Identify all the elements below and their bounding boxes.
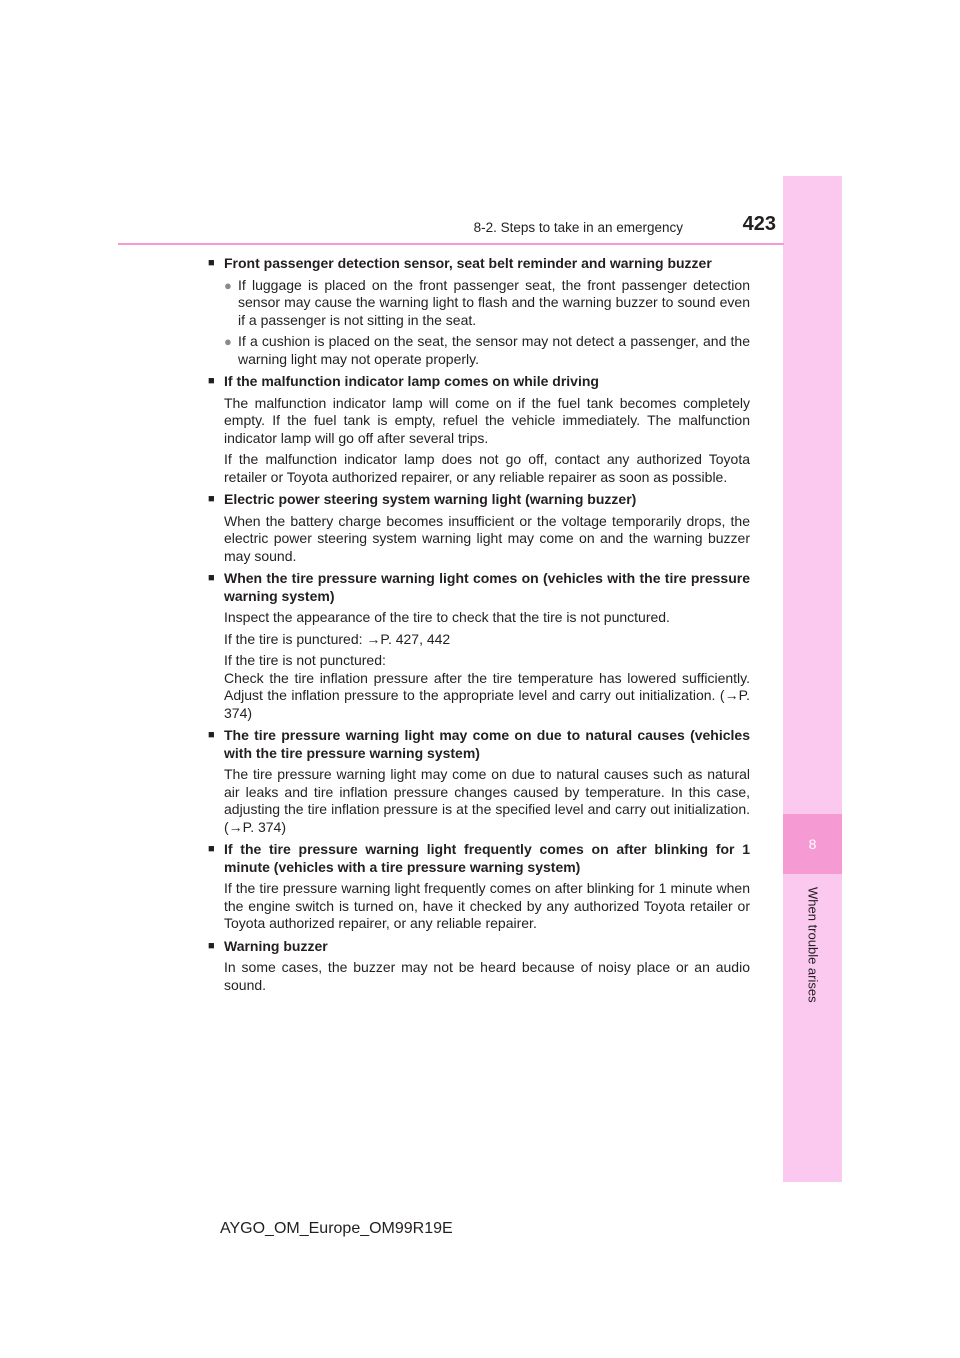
section-warning-buzzer — [208, 938, 750, 995]
square-bullet-icon: ■ — [208, 939, 215, 952]
section-heading: ■ Front passenger detection sensor, seat belt reminder and warning buzzer — [208, 255, 712, 271]
section-heading: ■ If the tire pressure warning light frequently comes on after blinking for 1 minute (vehicles with a tire pressure warning system) — [208, 841, 750, 875]
section-passenger-sensor — [208, 255, 750, 368]
section-title: 8-2. Steps to take in an emergency — [473, 220, 683, 235]
section-malfunction-lamp — [208, 373, 750, 486]
square-bullet-icon: ■ — [208, 375, 215, 387]
list-item: ● If luggage is placed on the front passenger seat, the front passenger detection sensor may cause the warning light to flash and the warning buzzer to sound even if a passenger is not sitting in the seat. — [224, 276, 750, 328]
square-bullet-icon: ■ — [208, 257, 215, 269]
header-divider — [118, 243, 784, 245]
document-id: AYGO_OM_Europe_OM99R19E — [220, 1220, 453, 1237]
section-tire-pressure-light — [208, 570, 750, 722]
square-bullet-icon: ■ — [208, 493, 215, 505]
paragraph: When the battery charge becomes insufficient or the voltage temporarily drops, the electric power steering system warning light may come on and the warning buzzer may sound. — [224, 512, 750, 564]
paragraph: The malfunction indicator lamp will come on if the fuel tank becomes completely empty. If the fuel tank is empty, refuel the vehicle immediately. The malfunction indicator lamp will go off after several trips. — [224, 394, 750, 446]
section-heading: ■ When the tire pressure warning light comes on (vehicles with the tire pressure warning system) — [208, 570, 750, 604]
square-bullet-icon: ■ — [208, 729, 215, 741]
circle-bullet-icon: ● — [224, 334, 232, 349]
section-power-steering — [208, 491, 750, 565]
chapter-title: When trouble arises — [805, 887, 821, 1003]
circle-bullet-icon: ● — [224, 277, 232, 293]
chapter-number-box — [783, 814, 842, 874]
paragraph: If the malfunction indicator lamp does not go off, contact any authorized Toyota retailer or Toyota authorized repairer, or any reliable repairer as soon as possible. — [224, 451, 750, 485]
section-heading: ■ The tire pressure warning light may come on due to natural causes (vehicles with the tire pressure warning system) — [208, 727, 750, 761]
paragraph: Check the tire inflation pressure after the tire temperature has lowered sufficiently. Adjust the inflation pressure to the appropriate level and carry out initialization. (→P. 374) — [224, 669, 750, 721]
page-number: 423 — [742, 213, 776, 235]
paragraph: If the tire is not punctured: — [224, 652, 386, 668]
square-bullet-icon: ■ — [208, 843, 215, 855]
section-frequent-light — [208, 841, 750, 933]
chapter-number: 8 — [808, 836, 817, 852]
paragraph: The tire pressure warning light may come on due to natural causes such as natural air leaks and tire inflation pressure changes caused by temperature. In this case, adjusting the tire inflation pressure is at the specified level and carry out initialization. (→P. 374) — [224, 766, 750, 835]
paragraph: Inspect the appearance of the tire to check that the tire is not punctured. — [224, 609, 670, 625]
square-bullet-icon: ■ — [208, 572, 215, 584]
chapter-side-tab — [783, 176, 842, 1182]
paragraph: In some cases, the buzzer may not be heard because of noisy place or an audio sound. — [224, 959, 750, 993]
page-content — [208, 255, 750, 999]
section-heading: ■ If the malfunction indicator lamp comes on while driving — [208, 373, 599, 389]
paragraph: If the tire pressure warning light frequently comes on after blinking for 1 minute when the engine switch is turned on, have it checked by any authorized Toyota retailer or Toyota authorized repairer, or any reliable repairer. — [224, 880, 750, 931]
section-heading: ■ Warning buzzer — [208, 937, 328, 954]
paragraph: If the tire is punctured: →P. 427, 442 — [224, 630, 451, 647]
section-heading: ■ Electric power steering system warning light (warning buzzer) — [208, 491, 637, 507]
section-natural-causes — [208, 727, 750, 836]
list-item: ● If a cushion is placed on the seat, the sensor may not detect a passenger, and the warning light may not operate properly. — [224, 333, 750, 367]
